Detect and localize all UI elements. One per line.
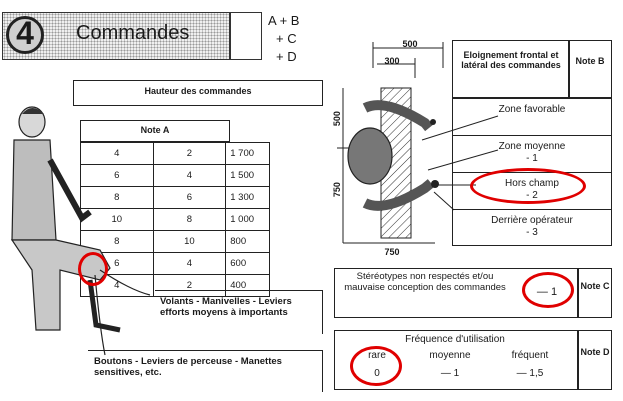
height-table-cell: 4 (81, 143, 154, 165)
red-circle-rare (350, 346, 402, 386)
dim-top-outer: 500 (402, 39, 418, 49)
note-a-label: Note A (140, 125, 170, 135)
height-table-cell: 1 500 (226, 165, 270, 187)
height-table-cell: 8 (81, 231, 154, 253)
height-table-cell: 2 (153, 143, 226, 165)
height-table-cell: 8 (153, 209, 226, 231)
zone-name: Derrière opérateur (491, 215, 573, 226)
height-table-cell: 4 (153, 165, 226, 187)
dim-left-top: 500 (331, 111, 342, 127)
header-codes (268, 12, 299, 66)
stereotypes-divider (577, 268, 579, 318)
height-table-cell: 1 300 (226, 187, 270, 209)
frequency-title: Fréquence d'utilisation (405, 334, 505, 345)
height-table-cell: 600 (226, 253, 270, 275)
zone-table-header-divider (452, 97, 612, 99)
header-title-cell (230, 12, 262, 60)
frequency-note: Note D (580, 347, 610, 357)
header-code-2: + C (276, 31, 297, 46)
frequency-option-value: — 1,5 (516, 368, 544, 379)
header-title: Commandes (76, 22, 190, 44)
dim-bottom: 750 (384, 247, 400, 257)
boutons-label: Boutons - Leviers de perceuse - Manettes sensitives, etc. (94, 356, 282, 379)
red-circle-lever (78, 252, 108, 286)
header-code-1: A + B (268, 13, 300, 28)
height-table-cell: 1 700 (226, 143, 270, 165)
zone-value: - 3 (526, 227, 538, 238)
zone-name: Zone favorable (498, 104, 566, 115)
height-table-cell: 6 (81, 253, 154, 275)
height-table-cell: 2 (153, 275, 226, 297)
height-table-cell: 10 (81, 209, 154, 231)
frequency-option-label: rare (368, 350, 386, 361)
frequency-option-label: moyenne (429, 350, 471, 361)
height-table-cell: 400 (226, 275, 270, 297)
frequency-option-label: fréquent (511, 350, 549, 361)
header-number: 4 (16, 15, 34, 51)
height-table-cell: 800 (226, 231, 270, 253)
height-table-cell: 1 000 (226, 209, 270, 231)
stereotypes-note: Note C (580, 281, 610, 291)
frequency-option-value: 0 (374, 368, 380, 379)
frequency-divider (577, 330, 579, 390)
header-code-3: + D (276, 49, 297, 64)
height-table-cell: 4 (153, 253, 226, 275)
stereotypes-value: — 1 (536, 286, 558, 298)
zone-table-header: Eloignement frontal et latéral des commandes (461, 50, 561, 71)
frequency-option-value: — 1 (440, 368, 460, 379)
dim-left-bottom: 750 (331, 182, 342, 198)
zone-name: Hors champ (505, 178, 559, 189)
red-circle-hors-champ (470, 168, 586, 204)
height-table-cell: 8 (81, 187, 154, 209)
zone-value: - 1 (526, 153, 538, 164)
height-table-cell: 4 (81, 275, 154, 297)
stereotypes-label: Stéréotypes non respectés et/ou mauvaise conception des commandes (344, 271, 506, 293)
zone-table-note-divider (568, 40, 570, 98)
height-title: Hauteur des commandes (144, 86, 252, 96)
zone-name: Zone moyenne (498, 141, 566, 152)
dim-top-inner: 300 (384, 56, 400, 66)
height-table-cell: 10 (153, 231, 226, 253)
height-table-cell: 6 (153, 187, 226, 209)
zone-row-divider (452, 209, 612, 210)
zone-value: - 2 (526, 190, 538, 201)
zone-table-note-b: Note B (575, 56, 605, 66)
volants-label: Volants - Manivelles - Leviers efforts moyens à importants (160, 296, 292, 319)
height-table-cell: 6 (81, 165, 154, 187)
zone-row-divider (452, 135, 612, 136)
red-circle-stereotypes (522, 272, 574, 308)
